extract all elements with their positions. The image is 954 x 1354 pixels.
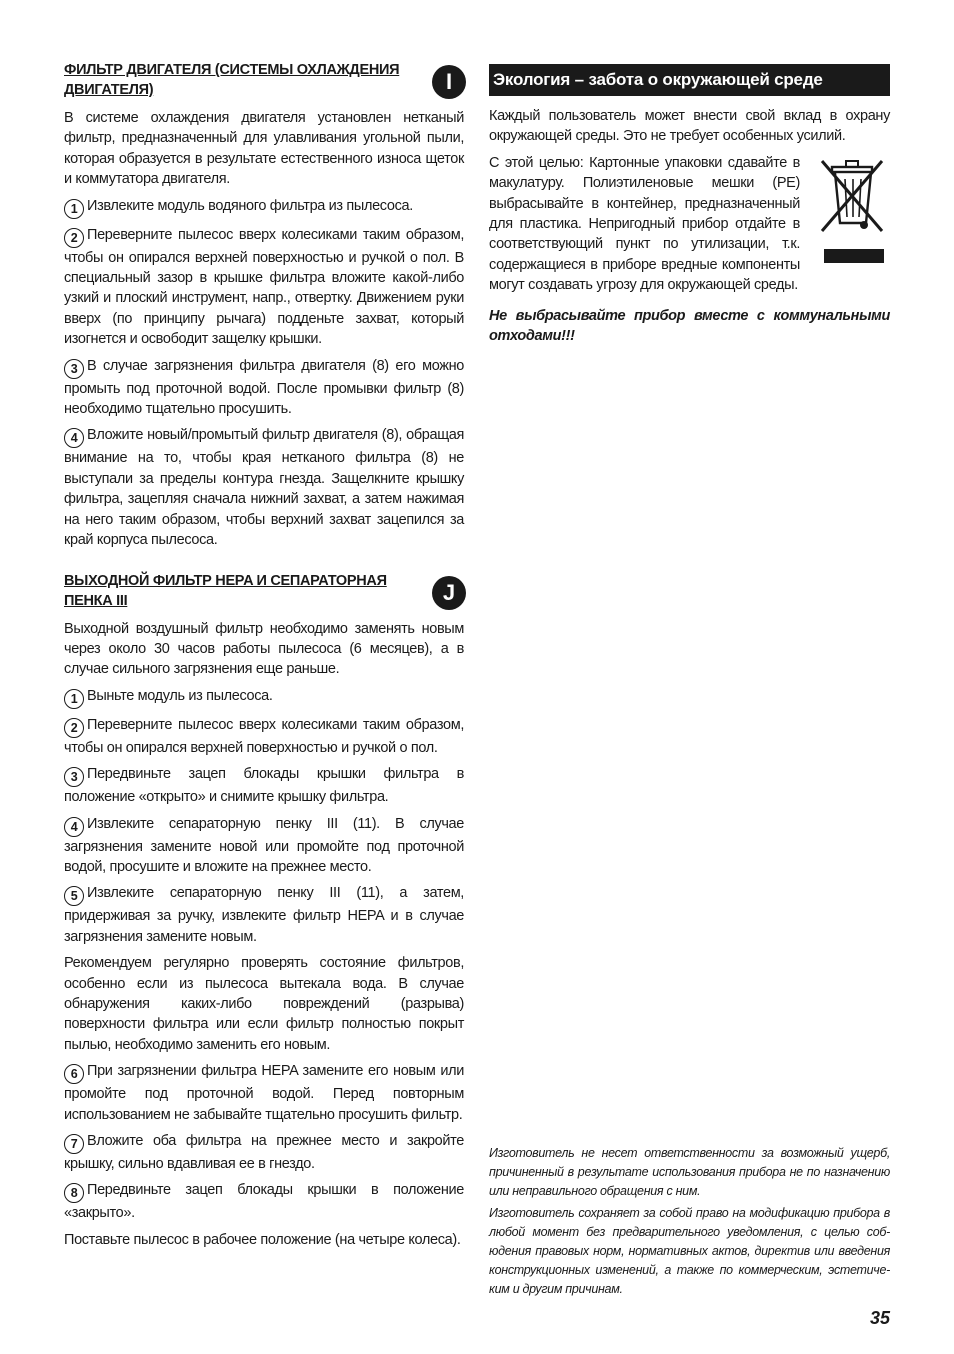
step-item (64, 196, 464, 219)
step-number-badge: 3 (64, 767, 84, 787)
step-number-badge: 4 (64, 428, 84, 448)
section-j-badge: J (432, 576, 466, 610)
section-j-header (64, 571, 464, 611)
section-j-title: ВЫХОДНОЙ ФИЛЬТР HEPA И СЕПАРАТОРНАЯ ПЕНКА III (64, 572, 387, 609)
step-number-badge: 2 (64, 228, 84, 248)
section-i-steps (64, 196, 464, 551)
step-text (64, 356, 464, 420)
step-text (64, 225, 464, 350)
step-number-badge: 6 (64, 1064, 84, 1084)
step-item (64, 814, 464, 878)
step-text (64, 883, 464, 947)
step-text (64, 1131, 464, 1174)
step-number-badge: 3 (64, 359, 84, 379)
crossed-out-wheelie-bin-icon (818, 157, 890, 267)
step-number-badge: 1 (64, 689, 84, 709)
step-text (64, 814, 464, 878)
step-body: Переверните пылесос вверх колесиками таким образом, чтобы он опирался верхней поверхностью и ручкой о пол. (64, 716, 464, 756)
weee-icon-block (818, 157, 890, 267)
step-body: Передвиньте зацеп блокады крышки в положение «закрыто». (64, 1182, 464, 1222)
section-i-title: ФИЛЬТР ДВИГАТЕЛЯ (СИСТЕМЫ ОХЛАЖДЕНИЯ ДВИГАТЕЛЯ) (64, 62, 400, 98)
step-number-badge: 8 (64, 1183, 84, 1203)
ecology-paragraph-2: С этой целью: Картонные упаковки сдавайте в макулатуру. Полиэтиленовые мешки (PE) выбрасывайте в контейнер, предназначенный для пластика. Непригодный прибор отдайте в соответствующий пункт по утилизации, т.к. содержащиеся в приборе вредные компоненты могут создавать угрозу для окружающей среды. (489, 154, 800, 294)
step-body: При загрязнении фильтра HEPA замените его новым или промойте под проточной водой. Перед повторным использованием не забывайте тщательно просушить фильтр. (64, 1063, 464, 1123)
step-text (64, 1061, 464, 1125)
step-number-badge: 1 (64, 199, 84, 219)
step-number-badge: 4 (64, 817, 84, 837)
step-body: В случае загрязнения фильтра двигателя (8) его можно промыть под проточной водой. После промывки фильтр (8) необходимо тщательно просушить. (64, 357, 464, 418)
step-body: Выньте модуль из пылесоса. (87, 687, 273, 704)
step-item (64, 1180, 464, 1223)
ecology-paragraph-1: Каждый пользователь может внести свой вклад в охрану окружающей среды. Это не требует особенных усилий. (489, 108, 890, 145)
step-body: Вложите оба фильтра на прежнее место и закройте крышку, сильно вдавливая ее в гнездо. (64, 1133, 464, 1172)
step-text (64, 715, 464, 758)
page-number: 35 (869, 1308, 890, 1328)
step-text (64, 1180, 464, 1223)
step-text (64, 686, 464, 709)
right-column (489, 60, 890, 352)
step-body: Переверните пылесос вверх колесиками таким образом, чтобы он опирался верхней поверхностью и ручкой о пол. В специальный зазор в крышке фильтра вложите какой-либо узкий и плоский инструмент, напр., отвертку. Движением руки вверх (по принципу рычага) подденьте захват, который изогнется и освободит защелку крышки. (64, 226, 464, 348)
step-body: Извлеките модуль водяного фильтра из пылесоса. (87, 197, 413, 214)
step-item (64, 715, 464, 758)
section-j-final: Поставьте пылесос в рабочее положение (на четыре колеса). (64, 1231, 461, 1248)
section-j-steps-continued (64, 1061, 464, 1224)
step-item (64, 356, 464, 420)
section-i-badge: I (432, 65, 466, 99)
section-j-intro: Выходной воздушный фильтр необходимо заменять новым через около 30 часов работы пылесоса (6 месяцев), а в случае сильного загрязнения еще раньше. (64, 620, 464, 678)
ecology-warning: Не выбрасывайте прибор вместе с коммунальными отходами!!! (489, 307, 890, 345)
step-item (64, 764, 464, 807)
step-item (64, 225, 464, 350)
step-item (64, 1061, 464, 1125)
step-item (64, 425, 464, 550)
step-body: Извлеките сепараторную пенку III (11), а затем, придерживая за ручку, извлеките фильтр HEPA и в случае загрязнения замените новым. (64, 885, 464, 945)
section-j-recommendation: Рекомендуем регулярно проверять состояние фильтров, особенно если из пылесоса вытекала вода. В случае обнаружения каких-либо повреждений (разрыва) поверхности фильтра или если фильтр полностью покрыт пылью, необходимо заменить его новым. (64, 955, 464, 1053)
section-i-header (64, 60, 464, 100)
step-number-badge: 5 (64, 886, 84, 906)
step-item (64, 686, 464, 709)
disclaimer-modification: Изготовитель сохраняет за собой право на модификацию прибора в любой момент без предварительного уведомления, с целью соб-юдения правовых норм, нормативных актов, директив или введения конструкционных изменений, а также по коммерческим, эстетиче-ким и другим причинам. (489, 1206, 890, 1296)
section-j-steps (64, 686, 464, 947)
step-number-badge: 2 (64, 718, 84, 738)
step-text (64, 764, 464, 807)
section-i-intro: В системе охлаждения двигателя установлен нетканый фильтр, предназначенный для улавливания угольной пыли, которая образуется в результате естественного износа щеток и коммутатора двигателя. (64, 110, 464, 188)
step-number-badge: 7 (64, 1134, 84, 1154)
left-column (64, 60, 464, 1256)
step-item (64, 1131, 464, 1174)
step-text (64, 425, 464, 550)
step-body: Передвиньте зацеп блокады крышки фильтра в положение «открыто» и снимите крышку фильтра. (64, 766, 464, 806)
ecology-title-bar: Экология – забота о окружающей среде (489, 64, 890, 96)
disclaimer-liability: Изготовитель не несет ответственности за возможный ущерб, причиненный в результате использования прибора не по назначению или неправильного обращения с ним. (489, 1146, 890, 1198)
disclaimer-block (489, 1144, 890, 1302)
step-body: Вложите новый/промытый фильтр двигателя (8), обращая внимание на то, чтобы края нетканого фильтра (8) не выступали за пределы контура гнезда. Защелкните крышку фильтра, зацепляя сначала нижний захват, а затем нажимая на него таким образом, чтобы верхний захват зацепился за край корпуса пылесоса. (64, 427, 464, 549)
step-text (64, 196, 464, 219)
step-body: Извлеките сепараторную пенку III (11). В случае загрязнения замените новой или промойте под проточной водой, просушите и вложите на прежнее место. (64, 815, 464, 875)
step-item (64, 883, 464, 947)
